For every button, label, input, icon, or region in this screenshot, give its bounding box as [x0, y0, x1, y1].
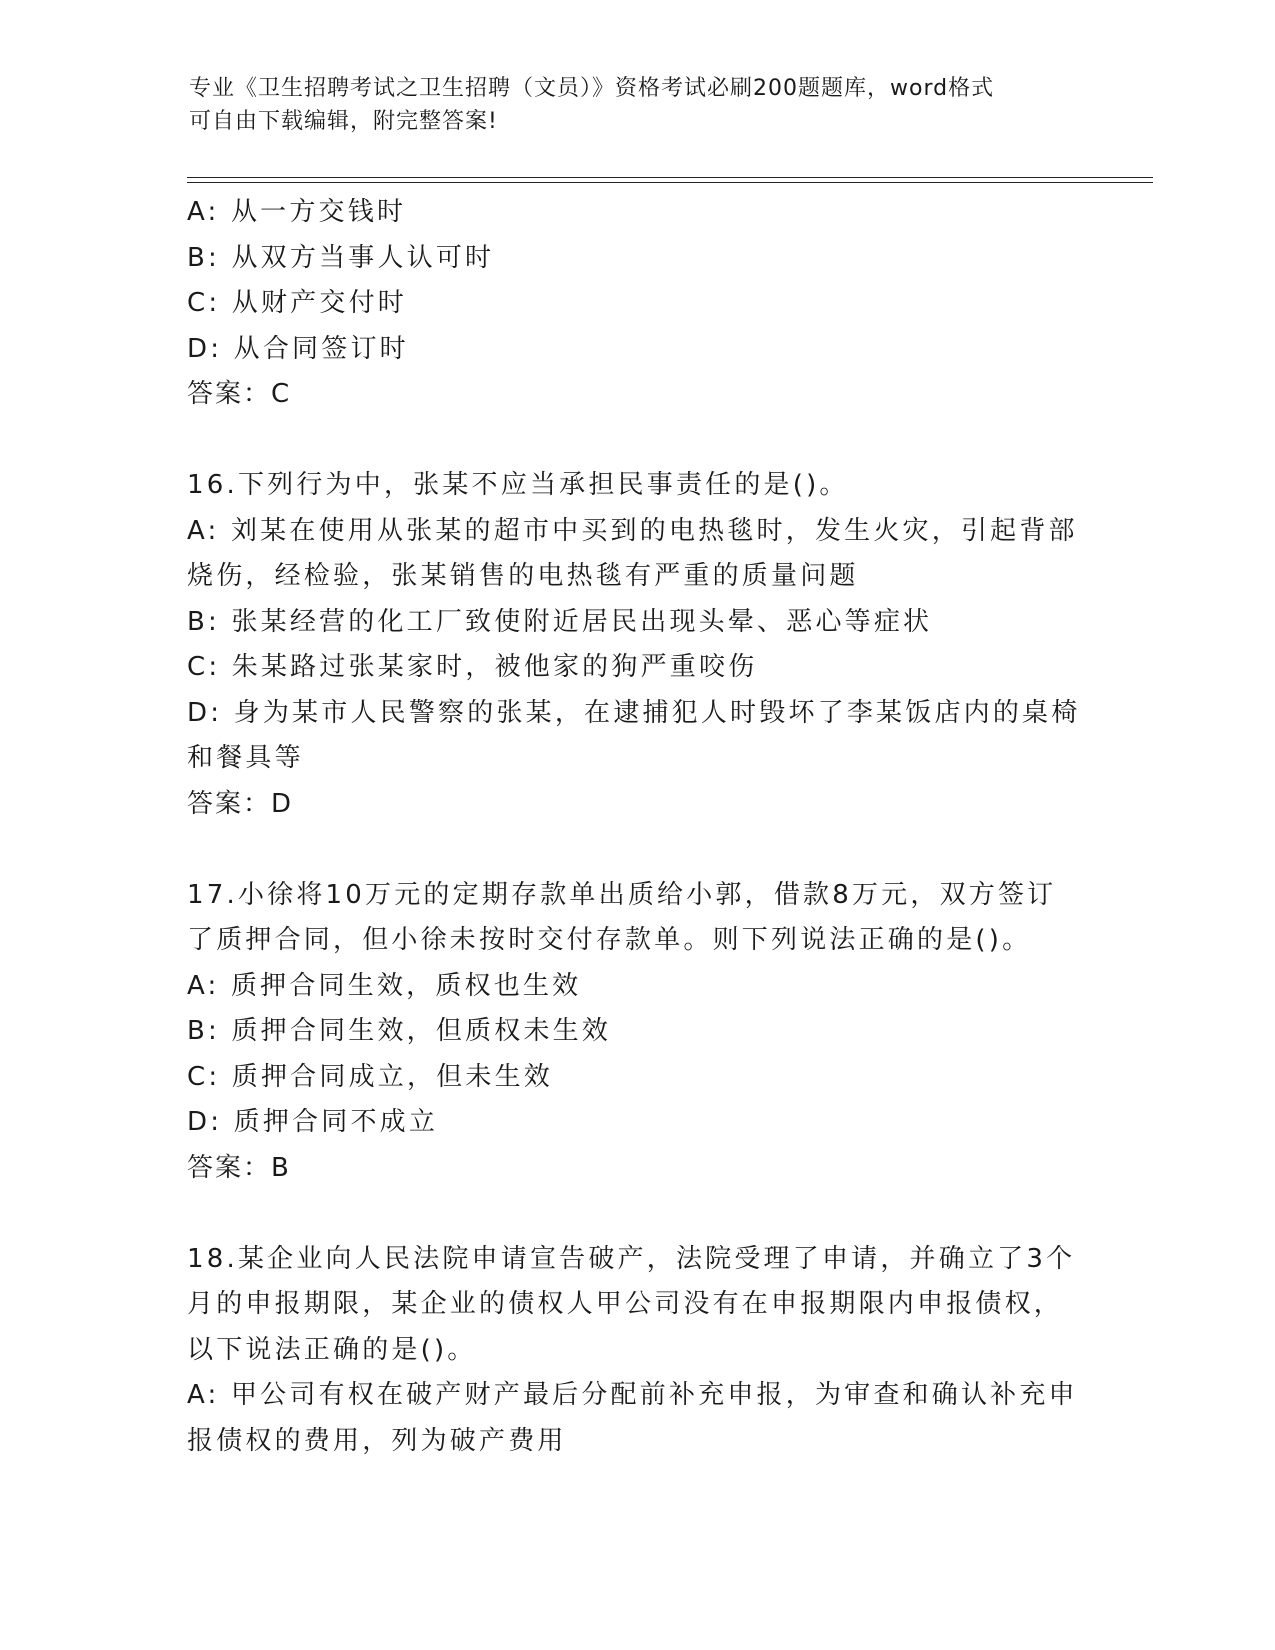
option-a-line-2: 报债权的费用，列为破产费用	[187, 1425, 567, 1456]
option-d-line-2: 和餐具等	[187, 743, 304, 773]
option-d-line-1: D: 身为某市人民警察的张某，在逮捕犯人时毁坏了李某饭店内的桌椅	[187, 697, 1081, 728]
option-a-line-1: A: 刘某在使用从张某的超市中买到的电热毯时，发生火灾，引起背部	[187, 515, 1078, 546]
option-a-line-2: 烧伤，经检验，张某销售的电热毯有严重的质量问题	[187, 561, 859, 591]
option-a-line-1: A: 甲公司有权在破产财产最后分配前补充申报，为审查和确认补充申	[187, 1380, 1078, 1410]
option-c: C: 朱某路过张某家时，被他家的狗严重咬伤	[187, 652, 758, 682]
header-line-2: 可自由下载编辑，附完整答案!	[189, 109, 498, 134]
answer-label: 答案：C	[187, 379, 292, 409]
option-b: B: 从双方当事人认可时	[187, 242, 495, 273]
option-b: B: 张某经营的化工厂致使附近居民出现头晕、恶心等症状	[187, 606, 933, 637]
question-stem-line-1: 17.小徐将10万元的定期存款单出质给小郭，借款8万元，双方签订	[187, 879, 1057, 910]
answer-label: 答案：B	[187, 1152, 291, 1183]
option-d: D: 质押合同不成立	[187, 1107, 439, 1137]
option-a: A: 从一方交钱时	[187, 197, 407, 227]
option-d: D: 从合同签订时	[187, 333, 409, 364]
question-stem-line-2: 了质押合同，但小徐未按时交付存款单。则下列说法正确的是()。	[187, 925, 1032, 955]
spacer	[187, 418, 1087, 464]
header-line-1: 专业《卫生招聘考试之卫生招聘（文员）》资格考试必刷200题题库，word格式	[189, 76, 995, 101]
question-stem-line-2: 月的申报期限，某企业的债权人甲公司没有在申报期限内申报债权，	[187, 1289, 1064, 1319]
question-18	[187, 1237, 1087, 1465]
spacer	[187, 1191, 1087, 1237]
question-stem-line-3: 以下说法正确的是()。	[187, 1334, 477, 1365]
question-15-continued	[187, 190, 1087, 418]
option-b: B: 质押合同生效，但质权未生效	[187, 1016, 612, 1046]
question-stem-line-1: 18.某企业向人民法院申请宣告破产，法院受理了申请，并确立了3个	[187, 1243, 1076, 1274]
header-divider	[187, 177, 1153, 183]
option-c: C: 从财产交付时	[187, 288, 407, 318]
page-header	[189, 72, 1069, 138]
question-16	[187, 463, 1087, 827]
spacer	[187, 827, 1087, 873]
option-a: A: 质押合同生效，质权也生效	[187, 970, 582, 1001]
option-c: C: 质押合同成立，但未生效	[187, 1061, 553, 1092]
answer-label: 答案：D	[187, 788, 294, 819]
question-content	[187, 190, 1087, 1464]
question-17	[187, 873, 1087, 1192]
question-stem: 16.下列行为中，张某不应当承担民事责任的是()。	[187, 470, 849, 500]
